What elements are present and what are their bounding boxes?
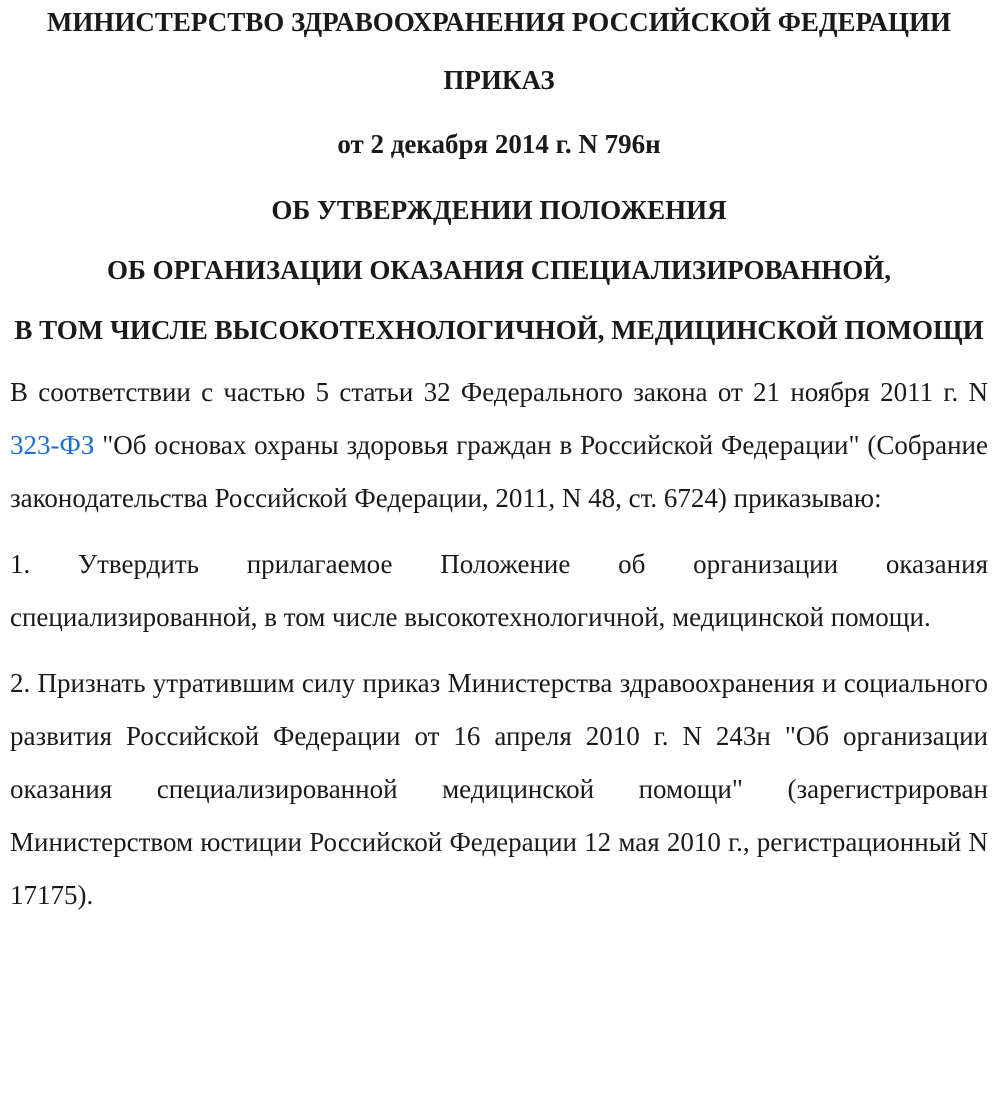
order-date-number: от 2 декабря 2014 г. N 796н — [337, 129, 661, 159]
order-title-line: ОБ ОРГАНИЗАЦИИ ОКАЗАНИЯ СПЕЦИАЛИЗИРОВАННОЙ, — [106, 255, 892, 285]
preamble-text-start: В соответствии с частью 5 статьи 32 Федерального закона от 21 ноября 2011 г. N — [10, 377, 988, 407]
law-323-fz-link[interactable]: 323-ФЗ — [10, 430, 95, 460]
order-title-line: ОБ УТВЕРЖДЕНИИ ПОЛОЖЕНИЯ — [271, 195, 727, 225]
preamble-paragraph — [10, 366, 988, 525]
order-item-2: 2. Признать утратившим силу приказ Министерства здравоохранения и социального развития Российской Федерации от 16 апреля 2010 г. N 243н "Об организации оказания специализированной медицинской помощи" (зарегистрирован Министерством юстиции Российской Федерации 12 мая 2010 г., регистрационный N 17175). — [10, 668, 988, 910]
preamble-text-end: "Об основах охраны здоровья граждан в Российской Федерации" (Собрание законодательства Российской Федерации, 2011, N 48, ст. 6724) приказываю: — [10, 430, 988, 513]
order-title-line: В ТОМ ЧИСЛЕ ВЫСОКОТЕХНОЛОГИЧНОЙ, МЕДИЦИНСКОЙ ПОМОЩИ — [14, 315, 984, 345]
document — [10, 0, 988, 922]
ministry-heading: МИНИСТЕРСТВО ЗДРАВООХРАНЕНИЯ РОССИЙСКОЙ ФЕДЕРАЦИИ — [46, 7, 952, 37]
order-heading: ПРИКАЗ — [443, 65, 555, 95]
order-title — [10, 180, 988, 360]
order-item-1: 1. Утвердить прилагаемое Положение об организации оказания специализированной, в том числе высокотехнологичной, медицинской помощи. — [10, 549, 988, 632]
